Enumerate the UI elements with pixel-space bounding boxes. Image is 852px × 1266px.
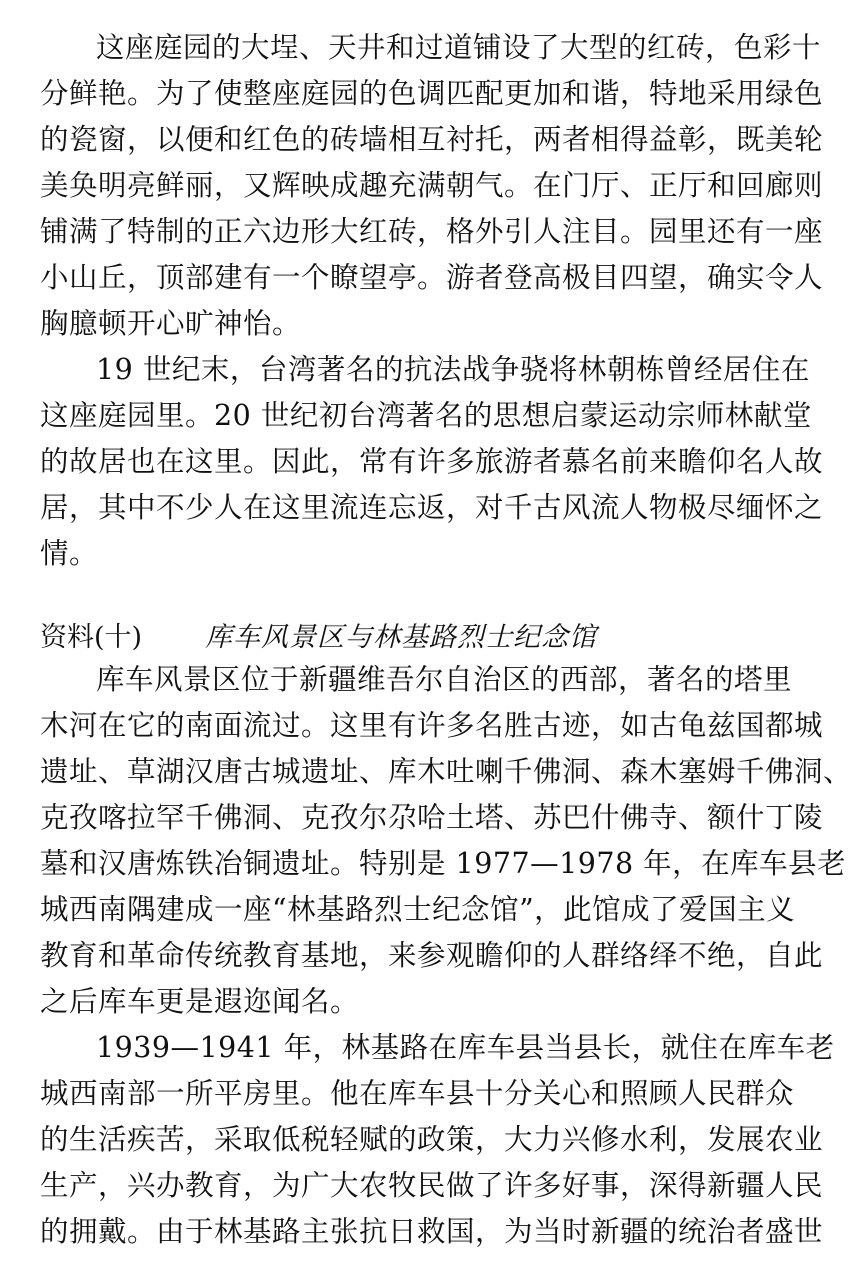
text-line: 的生活疾苦，采取低税轻赋的政策，大力兴修水利，发展农业 bbox=[40, 1123, 824, 1156]
text-line: 铺满了特制的正六边形大红砖，格外引人注目。园里还有一座 bbox=[40, 215, 824, 248]
text-line: 木河在它的南面流过。这里有许多名胜古迹，如古龟兹国都城 bbox=[40, 709, 824, 742]
text-line: 这座庭园的大埕、天井和过道铺设了大型的红砖，色彩十 bbox=[96, 31, 822, 64]
text-line: 的故居也在这里。因此，常有许多旅游者慕名前来瞻仰名人故 bbox=[40, 445, 824, 478]
text-line: 分鲜艳。为了使整座庭园的色调匹配更加和谐，特地采用绿色 bbox=[40, 77, 824, 110]
text-line: 这座庭园里。20 世纪初台湾著名的思想启蒙运动宗师林献堂 bbox=[40, 399, 812, 432]
text-line: 美奂明亮鲜丽，又辉映成趣充满朝气。在门厅、正厅和回廊则 bbox=[40, 169, 824, 202]
text-line: 的拥戴。由于林基路主张抗日救国，为当时新疆的统治者盛世 bbox=[40, 1215, 824, 1248]
text-line: 教育和革命传统教育基地，来参观瞻仰的人群络绎不绝，自此 bbox=[40, 939, 824, 972]
text-line: 的瓷窗，以便和红色的砖墙相互衬托，两者相得益彰，既美轮 bbox=[40, 123, 824, 156]
text-line: 城西南隅建成一座“林基路烈士纪念馆”，此馆成了爱国主义 bbox=[40, 893, 796, 926]
section-title: 库车风景区与林基路烈士纪念馆 bbox=[205, 622, 597, 653]
text-line: 墓和汉唐炼铁冶铜遗址。特别是 1977—1978 年，在库车县老 bbox=[40, 847, 847, 880]
section-heading bbox=[40, 618, 770, 658]
text-line: 库车风景区位于新疆维吾尔自治区的西部，著名的塔里 bbox=[96, 663, 793, 696]
text-line: 小山丘，顶部建有一个瞭望亭。游者登高极目四望，确实令人 bbox=[40, 261, 824, 294]
text-line: 居，其中不少人在这里流连忘返，对千古风流人物极尽缅怀之 bbox=[40, 491, 824, 524]
text-line: 遗址、草湖汉唐古城遗址、库木吐喇千佛洞、森木塞姆千佛洞、 bbox=[40, 755, 852, 788]
text-line: 1939—1941 年，林基路在库车县当县长，就住在库车老 bbox=[96, 1031, 835, 1064]
section-label: 资料(十) bbox=[40, 622, 143, 653]
text-line: 胸臆顿开心旷神怡。 bbox=[40, 307, 302, 340]
text-line: 19 世纪末，台湾著名的抗法战争骁将林朝栋曾经居住在 bbox=[96, 353, 810, 386]
text-line: 之后库车更是遐迩闻名。 bbox=[40, 985, 360, 1018]
text-line: 情。 bbox=[40, 537, 99, 570]
text-line: 城西南部一所平房里。他在库车县十分关心和照顾人民群众 bbox=[40, 1077, 795, 1110]
text-line: 生产，兴办教育，为广大农牧民做了许多好事，深得新疆人民 bbox=[40, 1169, 824, 1202]
text-line: 克孜喀拉罕千佛洞、克孜尔尕哈土塔、苏巴什佛寺、额什丁陵 bbox=[40, 801, 824, 834]
